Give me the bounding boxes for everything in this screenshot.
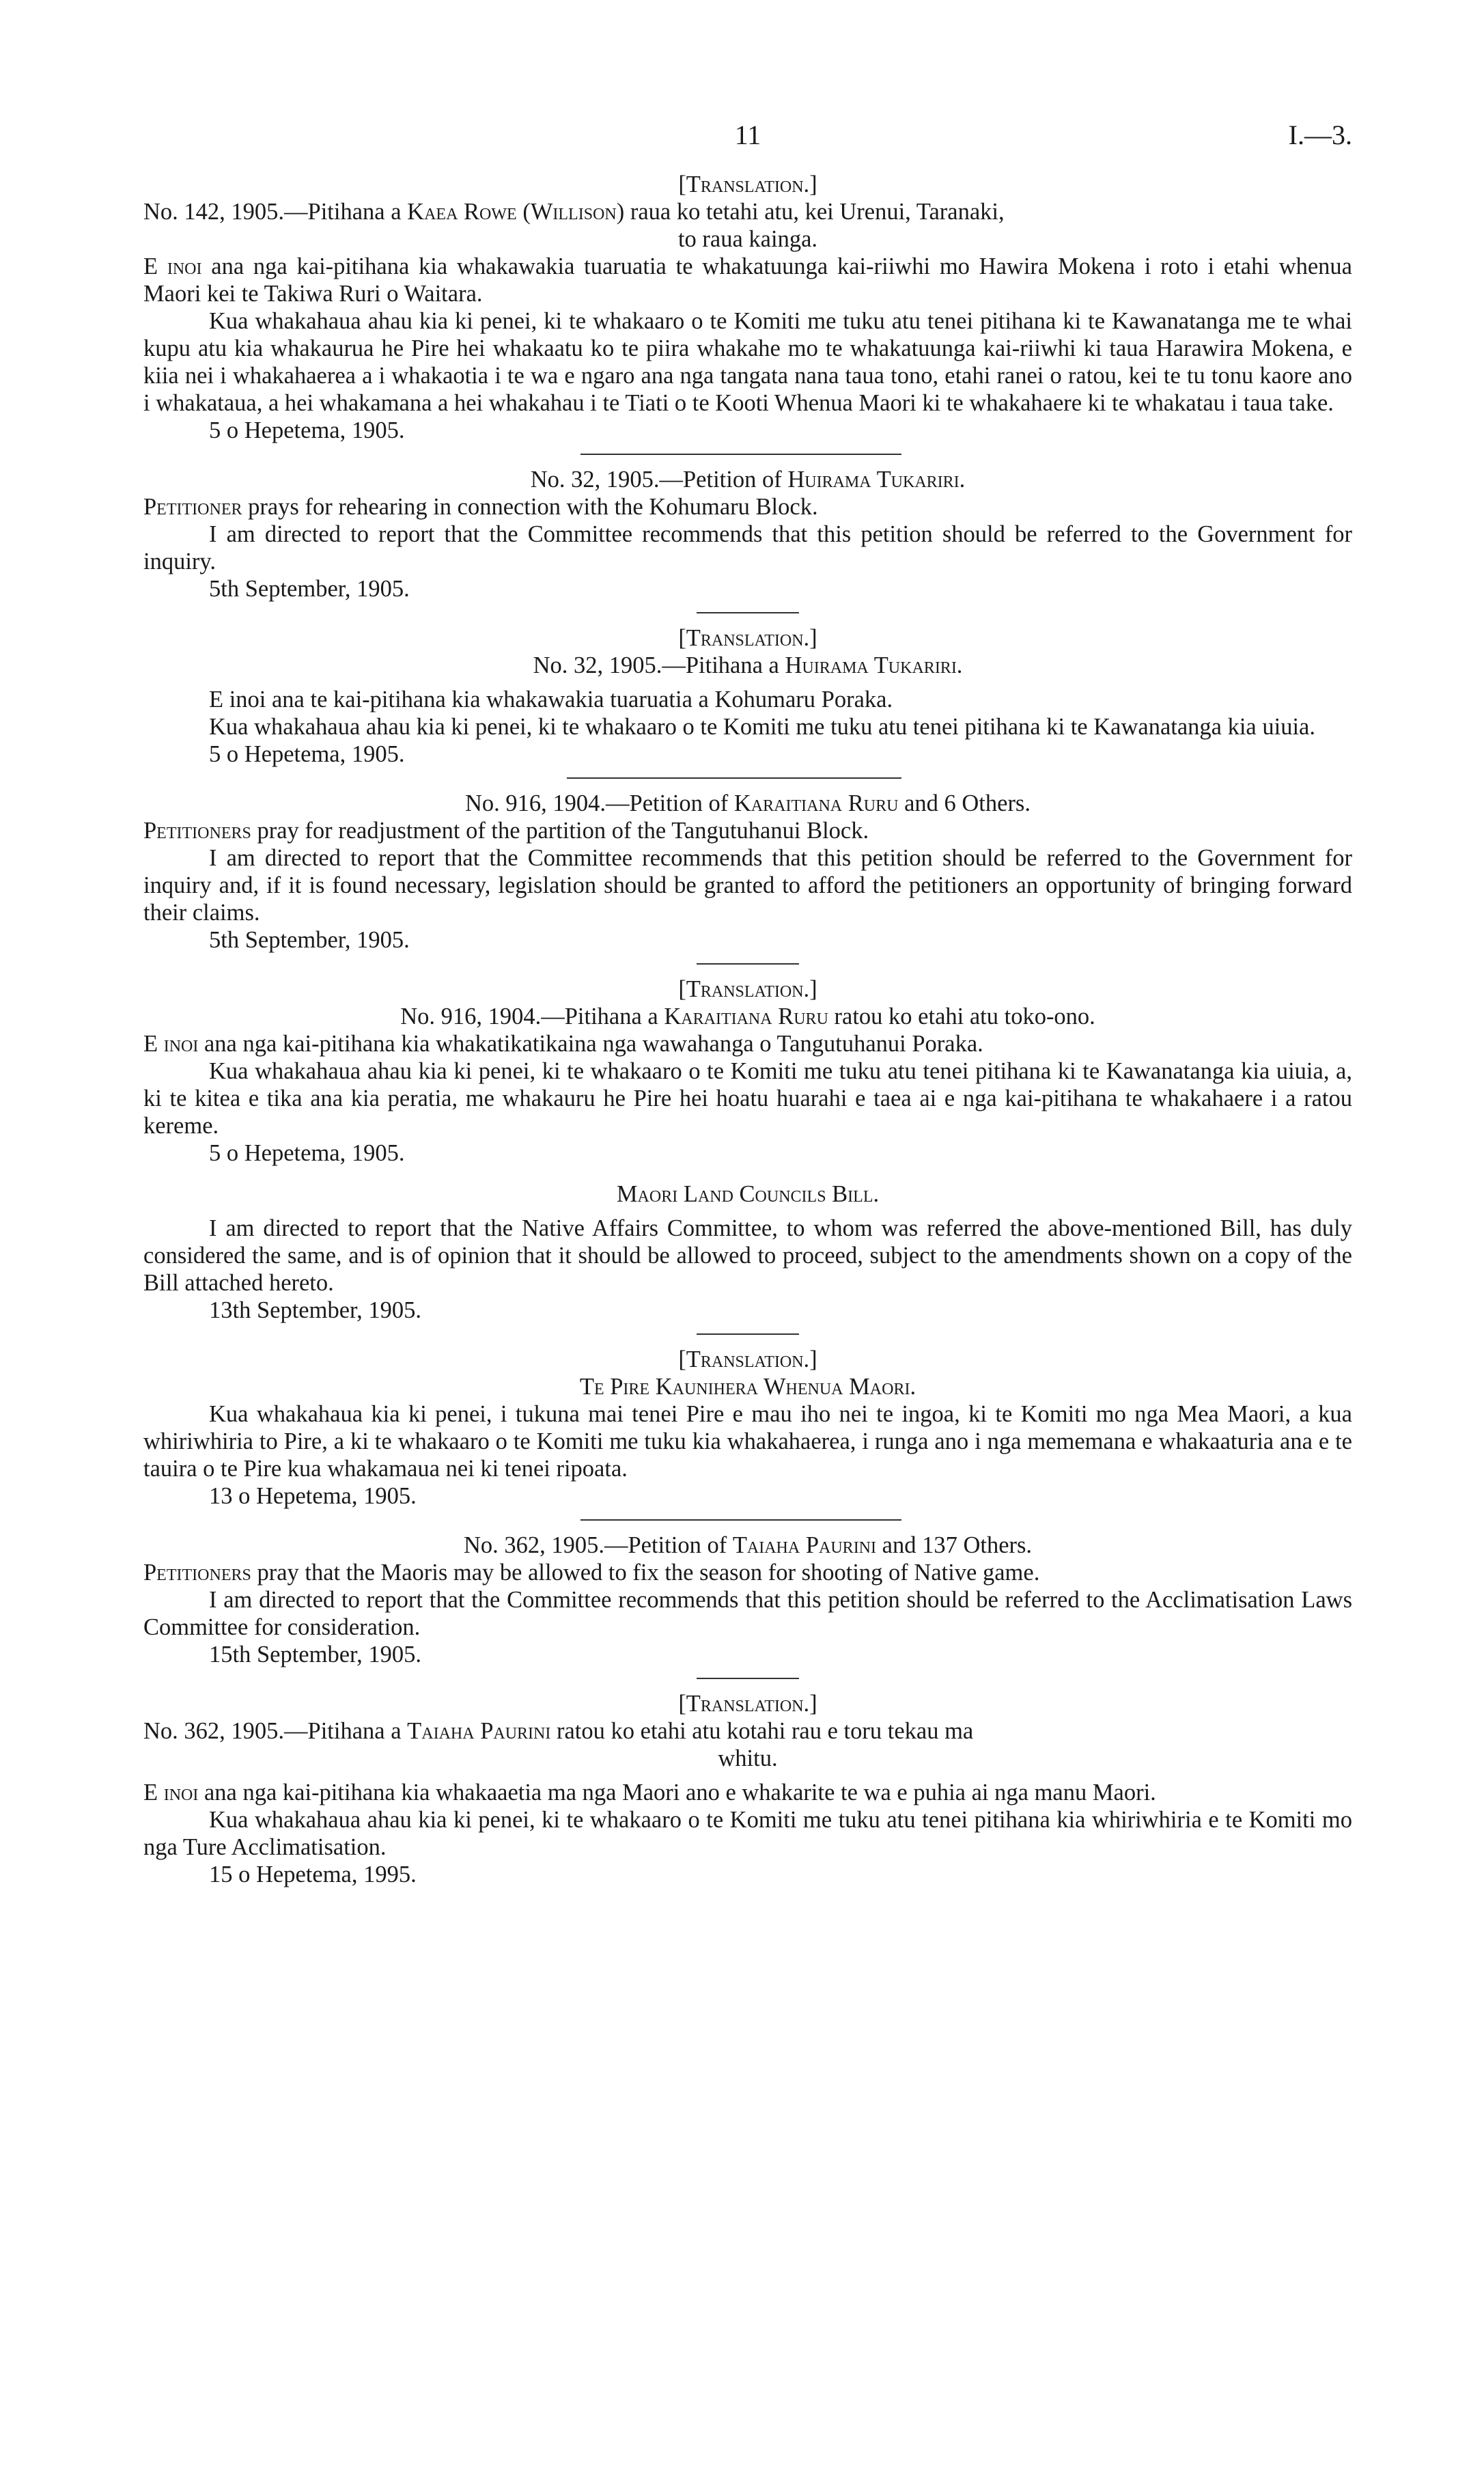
paragraph: Kua whakahaua ahau kia ki penei, ki te whakaaro o te Komiti me tuku atu tenei pitihana kia whiriwhiria e te Komiti mo nga Ture Acclimatisation. <box>143 1807 1352 1860</box>
date-line: 15th September, 1905. <box>209 1642 421 1668</box>
petitioner-name: Huirama Tukariri. <box>785 652 963 678</box>
paragraph: Petitioner prays for rehearing in connection with the Kohumaru Block. <box>143 494 818 520</box>
section-heading: Te Pire Kaunihera Whenua Maori. <box>579 1374 916 1400</box>
date-line: 13th September, 1905. <box>209 1297 421 1323</box>
section-divider <box>697 1678 799 1679</box>
date-line: 5 o Hepetema, 1905. <box>209 1140 405 1166</box>
section-heading: Maori Land Councils Bill. <box>616 1181 880 1207</box>
section-maori-land-councils-bill <box>143 1180 1352 1324</box>
paragraph: E inoi ana nga kai-pitihana kia whakatikatikaina nga wawahanga o Tangutuhanui Poraka. <box>143 1031 983 1057</box>
paragraph: E inoi ana nga kai-pitihana kia whakaaetia ma nga Maori ano e whakarite te wa e puhia ai nga manu Maori. <box>143 1780 1156 1805</box>
paragraph: I am directed to report that the Committee recommends that this petition should be referred to the Government for inquiry and, if it is found necessary, legislation should be granted to afford the petitioners an opportunity of bringing forward their claims. <box>143 845 1352 926</box>
translation-label: [Translation.] <box>678 1691 817 1717</box>
section-heading-line2: to raua kainga. <box>677 226 818 252</box>
section-divider <box>697 1333 799 1335</box>
paragraph: E inoi ana nga kai-pitihana kia whakawakia tuaruatia te whakatuunga kai-riiwhi mo Hawira Mokena i roto i etahi whenua Maori kei te Takiwa Ruri o Waitara. <box>143 253 1352 307</box>
paragraph: Petitioners pray for readjustment of the partition of the Tangutuhanui Block. <box>143 818 869 844</box>
section-petition-916-translation <box>143 975 1352 1167</box>
petitioner-name: Huirama Tukariri. <box>787 467 966 493</box>
section-heading: No. 142, 1905.—Pitihana a Kaea Rowe (Willison) raua ko tetahi atu, kei Urenui, Taranaki, <box>143 199 1005 225</box>
petitioner-name: Karaitiana Ruru <box>664 1004 828 1029</box>
section-divider <box>697 963 799 965</box>
paragraph: Kua whakahaua kia ki penei, i tukuna mai tenei Pire e mau iho nei te ingoa, ki te Komiti mo nga Mea Maori, a kua whiriwhiria to Pire, a ki te whakaaro o te Komiti me tuku kia whakahaerea, i runga ano i nga mememana e whakaaturia ana e te tauira o te Pire kua whakamaua nei ki tenei ripoata. <box>143 1401 1352 1482</box>
section-heading: No. 32, 1905.—Petition of Huirama Tukariri. <box>530 467 966 493</box>
date-line: 5 o Hepetema, 1905. <box>209 741 405 767</box>
section-divider <box>567 777 901 779</box>
paragraph: E inoi ana te kai-pitihana kia whakawakia tuaruatia a Kohumaru Poraka. <box>209 687 893 712</box>
translation-label: [Translation.] <box>678 976 817 1002</box>
petitioner-name: Kaea Rowe <box>407 199 517 225</box>
document-page <box>143 122 1352 1888</box>
section-heading-line2: whitu. <box>718 1745 778 1771</box>
section-petition-362 <box>143 1532 1352 1668</box>
petitioner-name: Taiaha Paurini <box>407 1718 551 1744</box>
date-line: 15 o Hepetema, 1995. <box>209 1862 417 1887</box>
date-line: 5 o Hepetema, 1905. <box>209 417 405 443</box>
paragraph: Kua whakahaua ahau kia ki penei, ki te whakaaro o te Komiti me tuku atu tenei pitihana ki te Kawanatanga kia uiuia. <box>209 714 1315 740</box>
section-heading: No. 362, 1905.—Pitihana a Taiaha Paurini ratou ko etahi atu kotahi rau e toru tekau ma <box>143 1718 974 1744</box>
date-line: 5th September, 1905. <box>209 576 410 602</box>
petitioner-name: Taiaha Paurini <box>732 1532 877 1558</box>
section-divider <box>580 1519 901 1521</box>
paragraph: Kua whakahaua ahau kia ki penei, ki te whakaaro o te Komiti me tuku atu tenei pitihana ki te Kawanatanga kia uiuia, a, ki te kitea e tika ana kia peratia, me whakauru he Pire hei hoatu huarahi e taea ai e nga kai-pitihana te whakahaere i a ratou kereme. <box>143 1058 1352 1139</box>
section-bill-translation <box>143 1346 1352 1510</box>
section-petition-916 <box>143 790 1352 954</box>
petitioner-alias: Willison <box>530 199 617 225</box>
petitioner-name: Karaitiana Ruru <box>733 790 899 816</box>
paragraph: I am directed to report that the Native Affairs Committee, to whom was referred the above-mentioned Bill, has duly considered the same, and is of opinion that it should be allowed to proceed, subject to the amendments shown on a copy of the Bill attached hereto. <box>143 1215 1352 1296</box>
section-heading: No. 32, 1905.—Pitihana a Huirama Tukariri. <box>533 652 963 678</box>
section-petition-362-translation <box>143 1690 1352 1888</box>
document-reference: I.—3. <box>1288 120 1352 150</box>
paragraph: I am directed to report that the Committee recommends that this petition should be referred to the Government for inquiry. <box>143 521 1352 575</box>
section-petition-32 <box>143 466 1352 603</box>
section-divider <box>580 454 901 455</box>
date-line: 5th September, 1905. <box>209 927 410 953</box>
section-heading: No. 916, 1904.—Pitihana a Karaitiana Ruru ratou ko etahi atu toko-ono. <box>400 1004 1095 1029</box>
translation-label: [Translation.] <box>678 171 817 197</box>
paragraph: Petitioners pray that the Maoris may be allowed to fix the season for shooting of Native game. <box>143 1560 1040 1586</box>
translation-label: [Translation.] <box>678 625 817 651</box>
page-header <box>143 122 1352 171</box>
date-line: 13 o Hepetema, 1905. <box>209 1483 417 1509</box>
translation-label: [Translation.] <box>678 1346 817 1372</box>
section-divider <box>697 612 799 613</box>
paragraph: Kua whakahaua ahau kia ki penei, ki te whakaaro o te Komiti me tuku atu tenei pitihana ki te Kawanatanga me te whai kupu atu kia whakaurua he Pire hei whakaatu ko te piira whakahe mo te whakatuunga kai-riiwhi ki taua Harawira Mokena, e kiia nei i whakahaerea a i whakaotia i te wa e ngaro ana nga tangata nana taua tono, etahi ranei o ratou, kei te tu tonu kaore ano i whakataua, a hei whakamana a hei whakahau i te Tiati o te Kooti Whenua Maori ki te whakahaere ki te whakatau i taua take. <box>143 308 1352 416</box>
paragraph: I am directed to report that the Committee recommends that this petition should be referred to the Acclimatisation Laws Committee for consideration. <box>143 1587 1352 1640</box>
section-heading: No. 916, 1904.—Petition of Karaitiana Ruru and 6 Others. <box>465 790 1031 816</box>
section-heading: No. 362, 1905.—Petition of Taiaha Paurini and 137 Others. <box>463 1532 1033 1558</box>
section-petition-142-translation <box>143 171 1352 444</box>
section-petition-32-translation <box>143 624 1352 768</box>
page-number: 11 <box>734 120 761 150</box>
